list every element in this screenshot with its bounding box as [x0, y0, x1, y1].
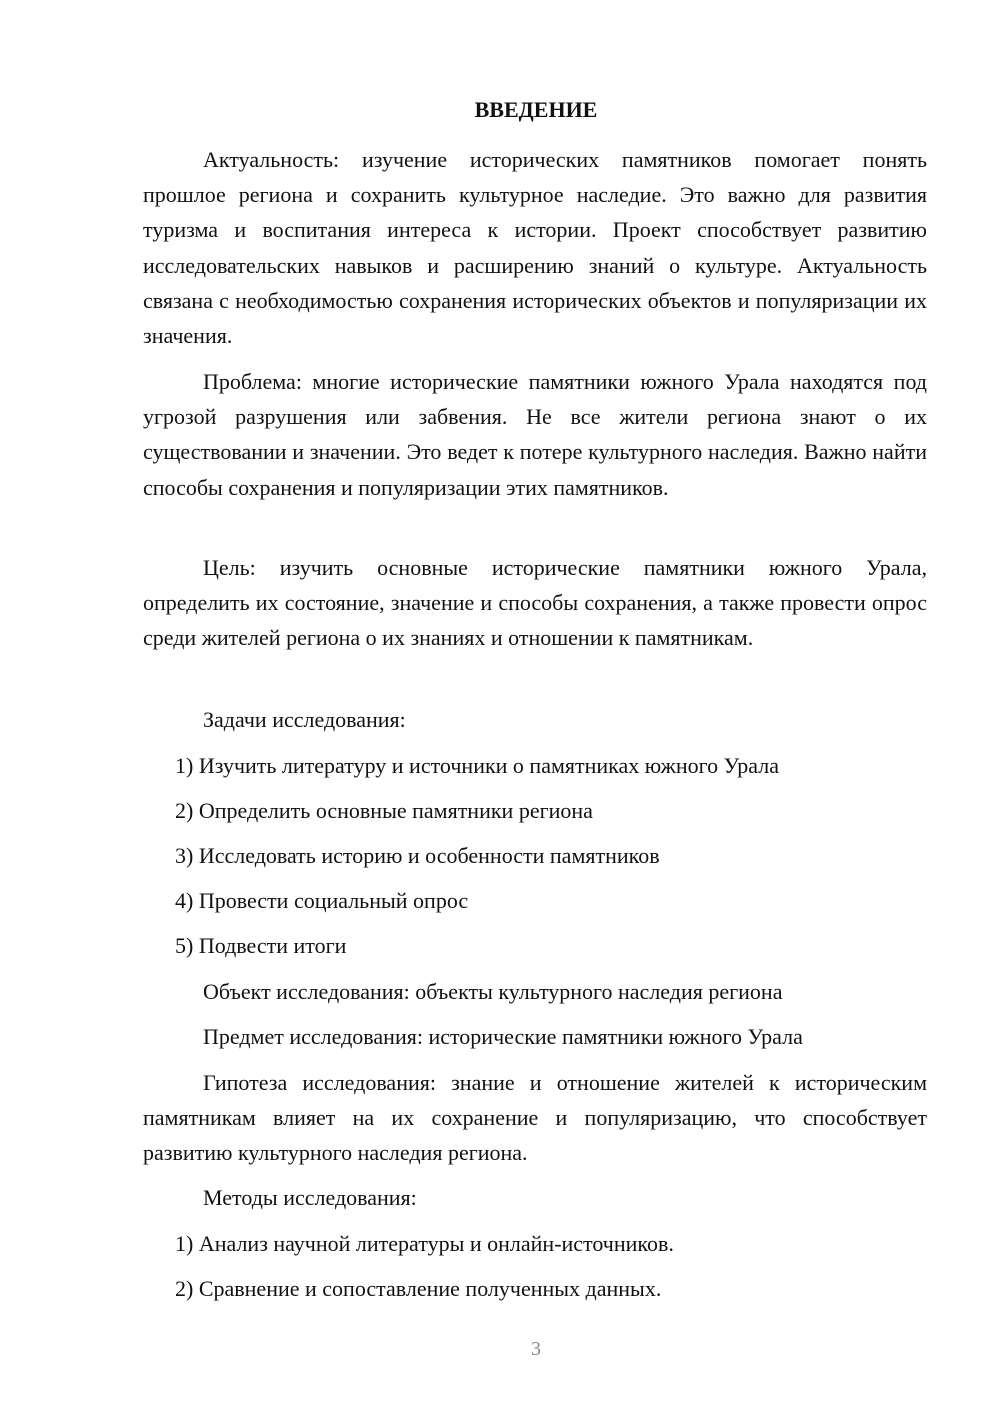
task-item: 1) Изучить литературу и источники о памятниках южного Урала [175, 753, 779, 778]
paragraph-problem: Проблема: многие исторические памятники южного Урала находятся под угрозой разрушения или забвения. Не все жители региона знают о их существовании и значении. Это ведет к потере культурного наследия. Важно найти способы сохранения и популяризации этих памятников. [143, 369, 927, 500]
paragraph-goal: Цель: изучить основные исторические памятники южного Урала, определить их состояние, значение и способы сохранения, а также провести опрос среди жителей региона о их знаниях и отношении к памятникам. [143, 555, 927, 651]
page-number: 3 [531, 1338, 541, 1360]
section-title: ВВЕДЕНИЕ [474, 97, 598, 122]
research-subject: Предмет исследования: исторические памятники южного Урала [203, 1024, 803, 1049]
tasks-heading: Задачи исследования: [203, 707, 406, 732]
task-item: 5) Подвести итоги [175, 933, 347, 958]
method-item: 1) Анализ научной литературы и онлайн-источников. [175, 1231, 674, 1256]
task-item: 3) Исследовать историю и особенности памятников [175, 843, 660, 868]
methods-heading: Методы исследования: [203, 1185, 417, 1210]
task-item: 4) Провести социальный опрос [175, 888, 469, 913]
method-item: 2) Сравнение и сопоставление полученных данных. [175, 1276, 662, 1301]
task-item: 2) Определить основные памятники региона [175, 798, 593, 823]
paragraph-relevance: Актуальность: изучение исторических памятников помогает понять прошлое региона и сохранить культурное наследие. Это важно для развития туризма и воспитания интереса к истории. Проект способствует развитию исследовательских навыков и расширению знаний о культуре. Актуальность связана с необходимостью сохранения исторических объектов и популяризации их значения. [143, 147, 927, 349]
paragraph-hypothesis: Гипотеза исследования: знание и отношение жителей к историческим памятникам влияет на их сохранение и популяризацию, что способствует развитию культурного наследия региона. [143, 1070, 927, 1166]
research-object: Объект исследования: объекты культурного наследия региона [203, 979, 783, 1004]
